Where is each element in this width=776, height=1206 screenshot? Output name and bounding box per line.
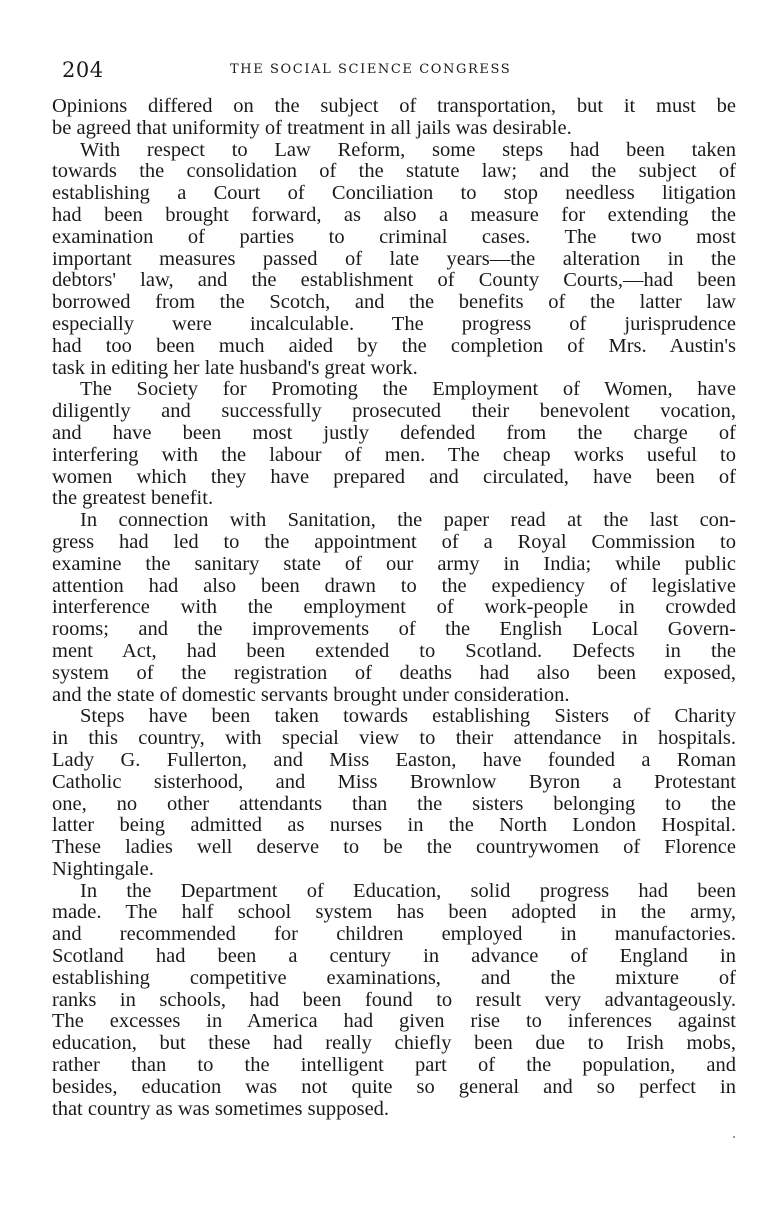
text-line: especially were incalculable. The progress of jurisprudence	[52, 312, 736, 335]
page-header	[62, 58, 738, 84]
text-line: besides, education was not quite so general and so perfect in	[52, 1075, 736, 1098]
text-line: borrowed from the Scotch, and the benefits of the latter law	[52, 291, 736, 314]
text-line: Catholic sisterhood, and Miss Brownlow Byron a Protestant	[52, 770, 736, 793]
text-line: had been brought forward, as also a measure for extending the	[52, 203, 736, 226]
text-line: In connection with Sanitation, the paper read at the last con-	[80, 509, 736, 532]
text-line: be agreed that uniformity of treatment in all jails was desirable.	[52, 116, 572, 139]
text-line: Nightingale.	[52, 857, 154, 880]
text-line: one, no other attendants than the sisters belonging to the	[52, 792, 736, 815]
text-line: diligently and successfully prosecuted their benevolent vocation,	[52, 400, 736, 423]
text-line: the greatest benefit.	[52, 487, 214, 510]
text-line: debtors' law, and the establishment of County Courts,—had been	[52, 269, 736, 292]
text-line: that country as was sometimes supposed.	[52, 1097, 390, 1120]
text-line: interference with the employment of work-people in crowded	[52, 596, 736, 619]
page-number: 204	[62, 58, 104, 82]
text-line: rooms; and the improvements of the English Local Govern-	[52, 618, 736, 641]
text-line: rather than to the intelligent part of the population, and	[52, 1054, 736, 1077]
text-line: The Society for Promoting the Employment of Women, have	[80, 378, 736, 401]
text-line: establishing competitive examinations, and the mixture of	[52, 966, 736, 989]
text-line: With respect to Law Reform, some steps had been taken	[80, 138, 736, 161]
text-line: and have been most justly defended from the charge of	[52, 421, 736, 444]
running-head: THE SOCIAL SCIENCE CONGRESS	[230, 62, 512, 77]
text-line: latter being admitted as nurses in the North London Hospital.	[52, 814, 736, 837]
text-line: important measures passed of late years—the alteration in the	[52, 247, 736, 270]
text-line: Steps have been taken towards establishing Sisters of Charity	[80, 705, 736, 728]
text-line: ranks in schools, had been found to result very advantageously.	[52, 988, 736, 1011]
text-line: women which they have prepared and circulated, have been of	[52, 465, 736, 488]
text-line: examine the sanitary state of our army in India; while public	[52, 552, 736, 575]
text-line: Lady G. Fullerton, and Miss Easton, have founded a Roman	[52, 748, 736, 771]
text-line: examination of parties to criminal cases. The two most	[52, 225, 736, 248]
body-text	[52, 96, 736, 1120]
text-line: attention had also been drawn to the expediency of legislative	[52, 574, 736, 597]
text-line: had too been much aided by the completion of Mrs. Austin's	[52, 334, 736, 357]
text-line: and the state of domestic servants brought under consideration.	[52, 683, 570, 706]
text-line: Scotland had been a century in advance of England in	[52, 945, 736, 968]
text-line: towards the consolidation of the statute law; and the subject of	[52, 160, 736, 183]
text-line: In the Department of Education, solid progress had been	[80, 879, 736, 902]
text-line: made. The half school system has been adopted in the army,	[52, 901, 736, 924]
text-line: interfering with the labour of men. The cheap works useful to	[52, 443, 736, 466]
text-line: Opinions differed on the subject of transportation, but it must be	[52, 95, 736, 117]
text-line: establishing a Court of Conciliation to stop needless litigation	[52, 182, 736, 205]
text-line: system of the registration of deaths had also been exposed,	[52, 661, 736, 684]
text-line: education, but these had really chiefly been due to Irish mobs,	[52, 1032, 736, 1055]
text-line: The excesses in America had given rise to inferences against	[52, 1010, 736, 1033]
text-line: These ladies well deserve to be the countrywomen of Florence	[52, 836, 736, 859]
text-line: ment Act, had been extended to Scotland. Defects in the	[52, 639, 736, 662]
text-line: in this country, with special view to their attendance in hospitals.	[52, 727, 736, 750]
text-line: and recommended for children employed in manufactories.	[52, 923, 736, 946]
speck	[733, 1136, 735, 1138]
text-line: task in editing her late husband's great work.	[52, 356, 418, 379]
text-line: gress had led to the appointment of a Royal Commission to	[52, 530, 736, 553]
